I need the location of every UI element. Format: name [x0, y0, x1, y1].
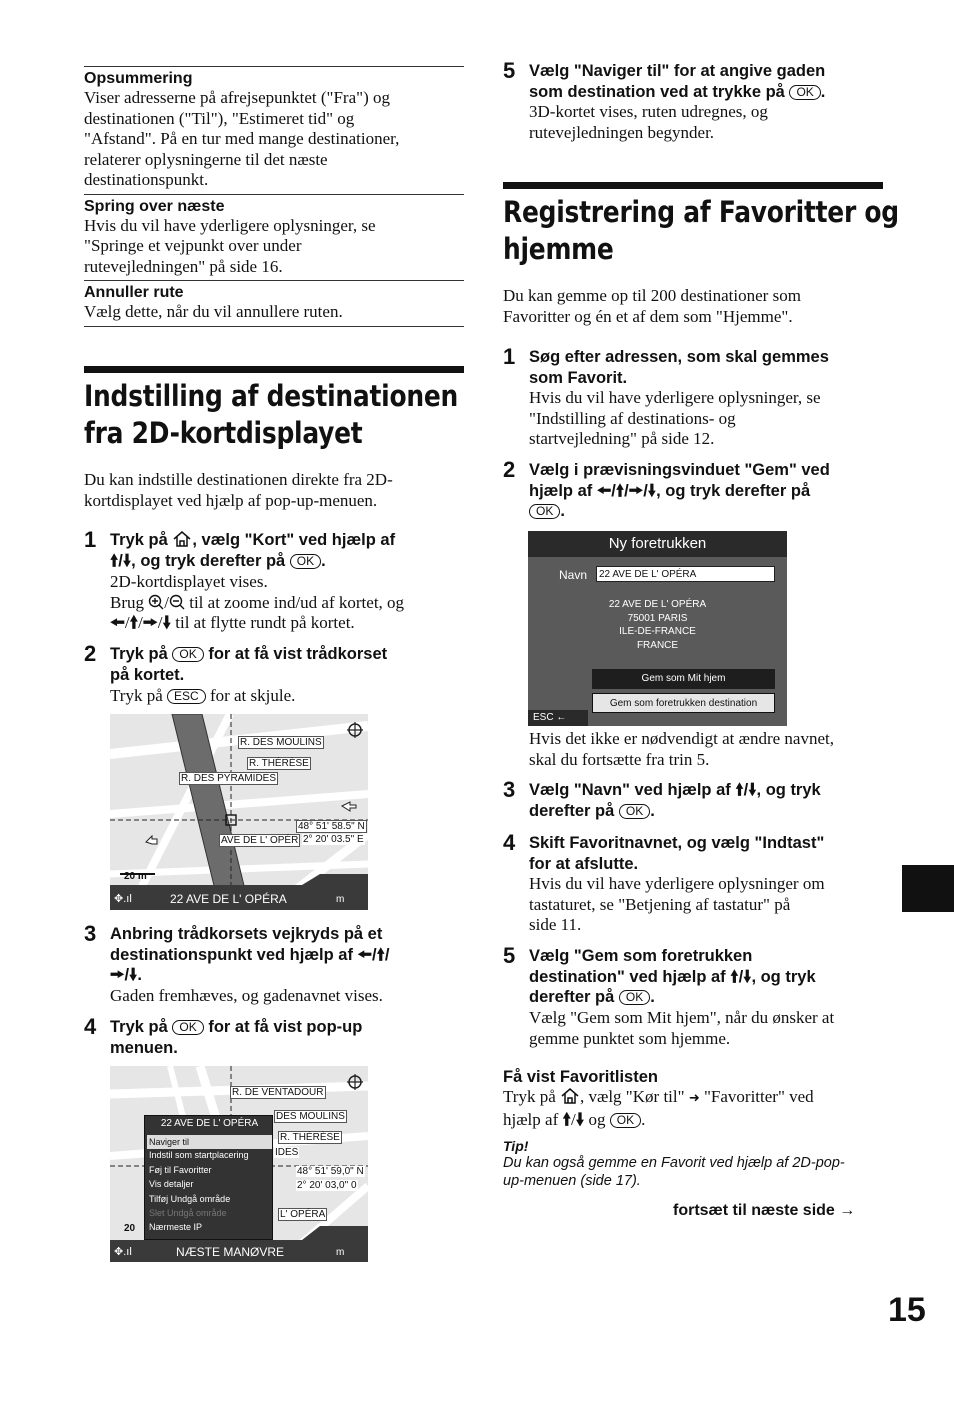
popup-item[interactable]: Vis detaljer — [149, 1179, 194, 1189]
ok-key: OK — [172, 1020, 203, 1035]
section-bar — [84, 366, 464, 373]
scale-label: 20 — [124, 1223, 136, 1234]
right-arrow-icon: ➜ — [688, 1091, 700, 1106]
ok-key: OK — [619, 990, 650, 1005]
distance-unit: m — [336, 1247, 345, 1258]
ok-key: OK — [290, 554, 321, 569]
screen-title: Ny foretrukken — [608, 535, 707, 552]
popup-menu — [144, 1115, 273, 1240]
step-number: 5 — [503, 58, 516, 83]
right-arrow-icon: 🠚 — [628, 480, 644, 500]
street-label: R. THÉRÈSE — [249, 758, 309, 769]
new-favorite-screenshot — [528, 531, 787, 726]
continue-next-page[interactable]: fortsæt til næste side → — [673, 1202, 856, 1219]
home-icon — [172, 530, 192, 548]
step-number: 5 — [503, 943, 516, 968]
esc-button[interactable]: ESC ← — [533, 712, 567, 723]
up-arrow-icon: 🠙 — [615, 480, 625, 500]
coordinate-lon: 2° 20' 03.5" E — [303, 834, 364, 845]
step-number: 1 — [84, 527, 97, 552]
step-number: 4 — [503, 830, 516, 855]
popup-item[interactable]: Føj til Favoritter — [149, 1165, 212, 1175]
tip-block: Tip! Du kan også gemme en Favorit ved hjælp af 2D-pop- up-menuen (side 17). — [503, 1138, 883, 1190]
street-label: R. DES PYRAMIDES — [181, 773, 277, 784]
coordinate-lat: 48° 51' 59,0" N — [297, 1166, 364, 1177]
popup-item[interactable]: Indstil som startplacering — [149, 1150, 249, 1160]
section-bar — [503, 182, 883, 189]
up-arrow-icon: 🠙 — [735, 780, 744, 799]
street-label: L' OPÉRA — [280, 1209, 326, 1220]
cancel-desc: Vælg dette, når du vil annullere ruten. — [84, 302, 343, 321]
intro-left: Du kan indstille destinationen direkte fra 2D- kortdisplayet ved hjælp af pop-up-menuen. — [84, 470, 393, 510]
summary-desc: Viser adresserne på afrejsepunktet ("Fra") og destinationen ("Til"), "Estimeret tid" og "Afstand". På en tur med mange destinationer, relaterer oplysningerne til det næste destinationspunkt. — [84, 88, 400, 189]
down-arrow-icon: 🠛 — [647, 480, 657, 500]
map-screenshot-popup — [110, 1066, 368, 1262]
popup-title: 22 AVE DE L' OPÉRA — [160, 1118, 259, 1129]
ok-key: OK — [789, 85, 820, 100]
step-number: 2 — [503, 457, 516, 482]
zoom-out-icon — [169, 594, 185, 610]
summary-block — [84, 67, 464, 191]
left-column — [84, 66, 464, 327]
current-street: 22 AVE DE L' OPÉRA — [170, 892, 287, 906]
map-screenshot-crosshair — [110, 714, 368, 910]
up-arrow-icon: 🠙 — [110, 550, 119, 570]
distance-unit: m — [336, 894, 345, 905]
up-arrow-icon: 🠙 — [730, 966, 739, 986]
street-label: R. DE VENTADOUR — [232, 1087, 324, 1098]
left-arrow-icon: 🠘 — [110, 613, 125, 633]
down-arrow-icon: 🠛 — [122, 550, 132, 570]
street-label: R. THÉRÈSE — [280, 1132, 340, 1143]
term-summary: Opsummering — [84, 70, 193, 87]
arrow-right-icon: → — [839, 1202, 856, 1219]
save-home-button[interactable]: Gem som Mit hjem — [592, 669, 775, 689]
down-arrow-icon: 🠛 — [748, 780, 757, 799]
save-favorite-button[interactable]: Gem som foretrukken destination — [592, 693, 775, 713]
chapter-tab — [902, 865, 954, 912]
up-arrow-icon: 🠙 — [562, 1109, 572, 1130]
divider — [84, 326, 464, 327]
term-favorites-list: Få vist Favoritlisten — [503, 1068, 658, 1086]
address-block: 22 AVE DE L' OPÉRA 75001 PARIS ILE-DE-FRANCE FRANCE — [608, 599, 707, 651]
right-arrow-icon: 🠚 — [142, 613, 158, 633]
street-label: R. DES MOULINS — [240, 737, 322, 748]
step-r2-note: Hvis det ikke er nødvendigt at ændre navnet, skal du fortsætte fra trin 5. — [529, 729, 834, 769]
street-label: DES MOULINS — [276, 1111, 345, 1122]
step-number: 1 — [503, 344, 516, 369]
next-maneuver: NÆSTE MANØVRE — [176, 1245, 285, 1259]
ok-key: OK — [172, 647, 203, 662]
name-label: Navn — [559, 568, 588, 582]
step-number: 3 — [84, 921, 97, 946]
left-arrow-icon: 🠘 — [357, 944, 372, 964]
popup-item[interactable]: Tilføj Undgå område — [149, 1194, 231, 1204]
ok-key: OK — [619, 804, 650, 819]
scale-label: 20 m — [124, 871, 147, 882]
tip-title: Tip! — [503, 1138, 529, 1154]
zoom-in-icon — [148, 594, 164, 610]
page-number: 15 — [888, 1291, 926, 1329]
down-arrow-icon: 🠛 — [743, 966, 752, 986]
down-arrow-icon: 🠛 — [575, 1109, 585, 1130]
street-label: IDES — [275, 1147, 299, 1158]
esc-key: ESC — [167, 689, 206, 704]
section-title-left: Indstilling af destinationen fra 2D-kortdisplayet — [84, 379, 458, 450]
step-number: 4 — [84, 1014, 97, 1039]
popup-item[interactable]: Nærmeste IP — [149, 1222, 203, 1232]
ok-key: OK — [529, 504, 560, 519]
street-label: AVE DE L' OPÉR — [221, 835, 299, 846]
coordinate-lat: 48° 51' 58.5" N — [298, 821, 365, 832]
ok-key: OK — [610, 1113, 641, 1128]
down-arrow-icon: 🠛 — [162, 613, 172, 633]
up-arrow-icon: 🠙 — [129, 613, 139, 633]
name-input[interactable]: 22 AVE DE L' OPÉRA — [596, 566, 775, 582]
term-skip: Spring over næste — [84, 197, 225, 215]
down-arrow-icon: 🠛 — [129, 965, 138, 984]
step-number: 3 — [503, 777, 516, 802]
gps-signal-icon: ✥.ıl — [114, 1246, 132, 1258]
popup-item-disabled: Slet Undgå område — [149, 1208, 227, 1218]
step-number: 2 — [84, 641, 97, 666]
intro-right: Du kan gemme op til 200 destinationer som Favoritter og én et af dem som "Hjemme". — [503, 286, 801, 326]
back-arrow-icon: ← — [556, 712, 567, 723]
home-icon — [560, 1087, 580, 1105]
right-arrow-icon: 🠚 — [110, 965, 125, 984]
popup-item[interactable]: Naviger til — [147, 1135, 272, 1149]
favorites-list-block: Få vist Favoritlisten Tryk på , vælg "Kør til" ➜ "Favoritter" ved hjælp af 🠙/🠛 og OK . — [503, 1068, 883, 1130]
left-arrow-icon: 🠘 — [596, 480, 612, 500]
section-title-right: Registrering af Favoritter og hjemme — [503, 195, 899, 266]
gps-signal-icon: ✥.ıl — [114, 893, 132, 905]
term-cancel: Annuller rute — [84, 284, 184, 301]
up-arrow-icon: 🠙 — [376, 944, 385, 964]
coordinate-lon: 2° 20' 03,0" 0 — [297, 1180, 357, 1191]
skip-desc: Hvis du vil have yderligere oplysninger, se "Springe et vejpunkt over under rutevejledningen" på side 16. — [84, 215, 376, 276]
cancel-block — [84, 281, 464, 323]
skip-block — [84, 195, 464, 278]
